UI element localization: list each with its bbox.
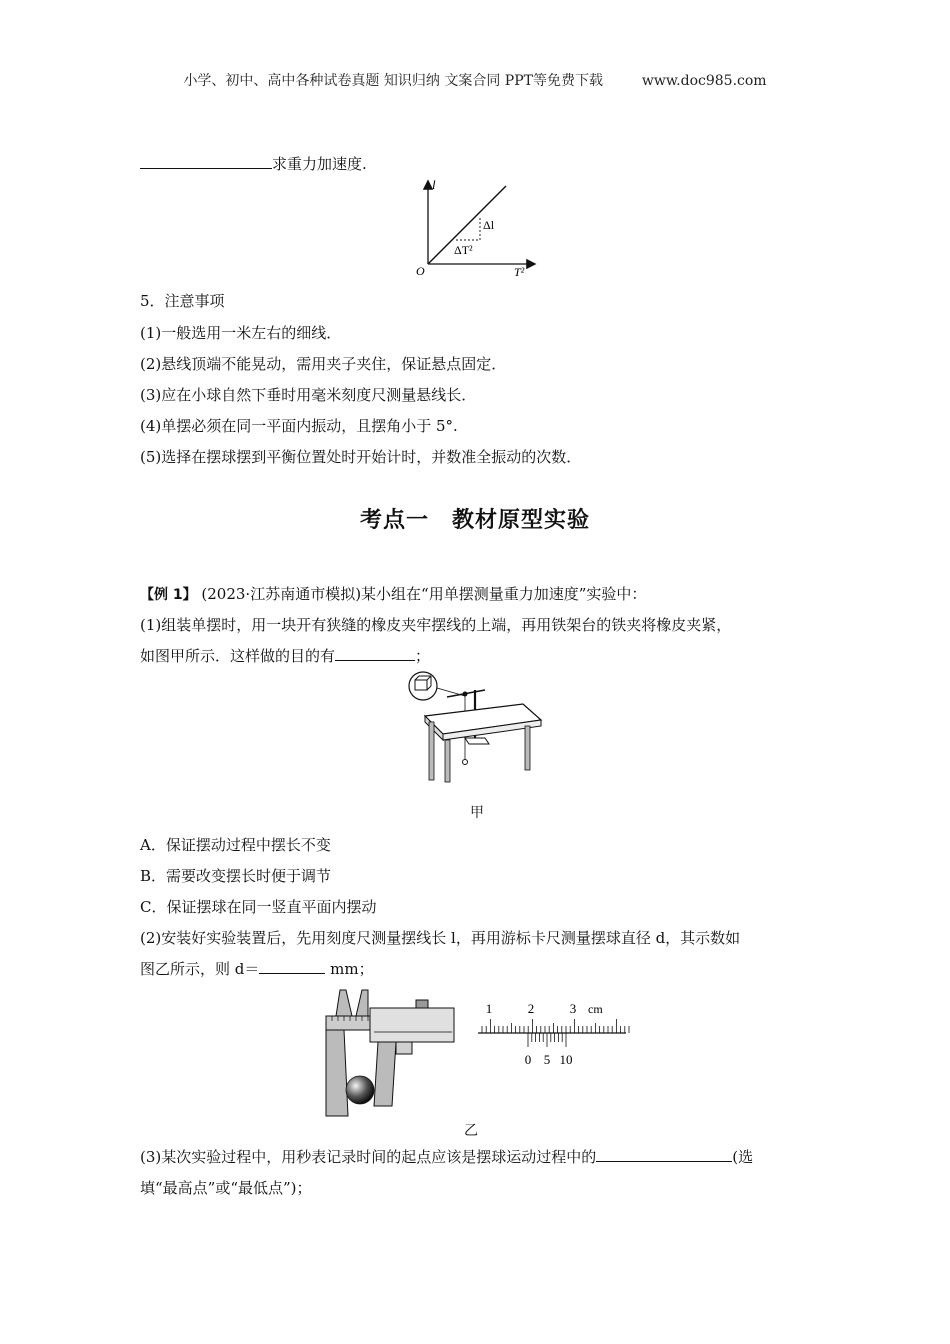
- answer-blank: [259, 959, 325, 974]
- note-item: (2)悬线顶端不能晃动，需用夹子夹住，保证悬点固定．: [140, 355, 507, 373]
- notes-heading: 5．注意事项: [140, 292, 225, 310]
- option-a: A．保证摆动过程中摆长不变: [140, 836, 331, 854]
- gravity-text: 求重力加速度.: [272, 155, 367, 173]
- upper-jaw: [336, 990, 352, 1016]
- header-text: 小学、初中、高中各种试卷真题 知识归纳 文案合同 PPT等免费下载: [183, 73, 603, 89]
- question-2-text: 图乙所示，则 d＝: [140, 960, 260, 978]
- x-axis-label: T²: [514, 265, 525, 278]
- answer-blank: [596, 1147, 732, 1162]
- vernier-scale-label: 0: [524, 1052, 532, 1067]
- vernier-scale-label: 5: [543, 1052, 551, 1067]
- example-tag: 【例 1】: [140, 587, 197, 603]
- pendulum-ball: [346, 1076, 374, 1104]
- delta-t-label: ΔT²: [454, 243, 473, 257]
- question-2-line-2: [140, 958, 374, 979]
- upper-jaw: [356, 990, 368, 1016]
- l-t2-graph: [410, 176, 540, 278]
- figure-2-caption: 乙: [464, 1123, 478, 1139]
- vernier-caliper-figure: [322, 986, 458, 1118]
- sliding-lower-jaw: [374, 1042, 396, 1106]
- main-scale-label: 3: [569, 1001, 577, 1016]
- note-item: (3)应在小球自然下垂时用毫米刻度尺测量悬线长．: [140, 386, 477, 404]
- page-header: [0, 70, 950, 90]
- question-3-tail: (选: [732, 1148, 754, 1166]
- vernier-scale-label: 10: [559, 1052, 573, 1067]
- option-c: C．保证摆球在同一竖直平面内摆动: [140, 898, 377, 916]
- main-scale-label: 2: [527, 1001, 535, 1016]
- question-1-line-2: [140, 645, 430, 666]
- section-title: 考点一 教材原型实验: [359, 508, 590, 533]
- gravity-line: [140, 153, 367, 174]
- vernier-slider: [370, 1008, 454, 1042]
- answer-blank: [335, 646, 415, 661]
- example-intro: [140, 583, 646, 604]
- note-item: (4)单摆必须在同一平面内振动，且摆角小于 5°.: [140, 417, 458, 435]
- main-scale-label: 1: [485, 1001, 493, 1016]
- answer-blank: [140, 154, 272, 169]
- question-2-unit: mm；: [325, 960, 374, 978]
- question-1-text: 如图甲所示．这样做的目的有: [140, 647, 336, 665]
- main-scale-ticks: [482, 1019, 629, 1033]
- note-item: (5)选择在摆球摆到平衡位置处时开始计时，并数准全振动的次数．: [140, 448, 582, 466]
- question-1-line-1: (1)组装单摆时，用一块开有狭缝的橡皮夹牢摆线的上端，再用铁架台的铁夹将橡皮夹紧，: [140, 616, 732, 634]
- table-leg: [429, 722, 434, 780]
- fixed-lower-jaw: [326, 1030, 348, 1116]
- figure-1-caption: 甲: [470, 805, 484, 821]
- lock-screw: [416, 1000, 428, 1008]
- question-2-line-1: (2)安装好实验装置后，先用刻度尺测量摆线长 l，再用游标卡尺测量摆球直径 d，其示数如: [140, 929, 741, 947]
- question-1-tail: ；: [415, 647, 431, 665]
- rubber-block: [415, 680, 427, 690]
- question-3-line-1: [140, 1146, 753, 1167]
- table-leg: [445, 740, 450, 782]
- origin-label: O: [416, 264, 425, 278]
- clamp: [463, 692, 468, 697]
- table-leg: [525, 726, 530, 770]
- vernier-scale-detail: [470, 996, 630, 1072]
- vernier-scale-ticks: [528, 1033, 566, 1047]
- question-3-line-2: 填“最高点”或“最低点”)；: [140, 1179, 312, 1197]
- option-b: B．需要改变摆长时便于调节: [140, 867, 332, 885]
- y-axis-label: l: [432, 177, 436, 192]
- scale-unit: cm: [588, 1002, 603, 1016]
- header-url: www.doc985.com: [641, 73, 767, 89]
- example-source: (2023·江苏南通市模拟)某小组在“用单摆测量重力加速度”实验中：: [201, 585, 647, 603]
- stand-base: [465, 738, 489, 744]
- pendulum-bob: [463, 760, 468, 765]
- question-3-text: (3)某次实验过程中，用秒表记录时间的起点应该是摆球运动过程中的: [140, 1148, 597, 1166]
- pendulum-stand-figure: [403, 670, 545, 800]
- note-item: (1)一般选用一米左右的细线．: [140, 324, 342, 342]
- delta-l-label: Δl: [483, 218, 495, 232]
